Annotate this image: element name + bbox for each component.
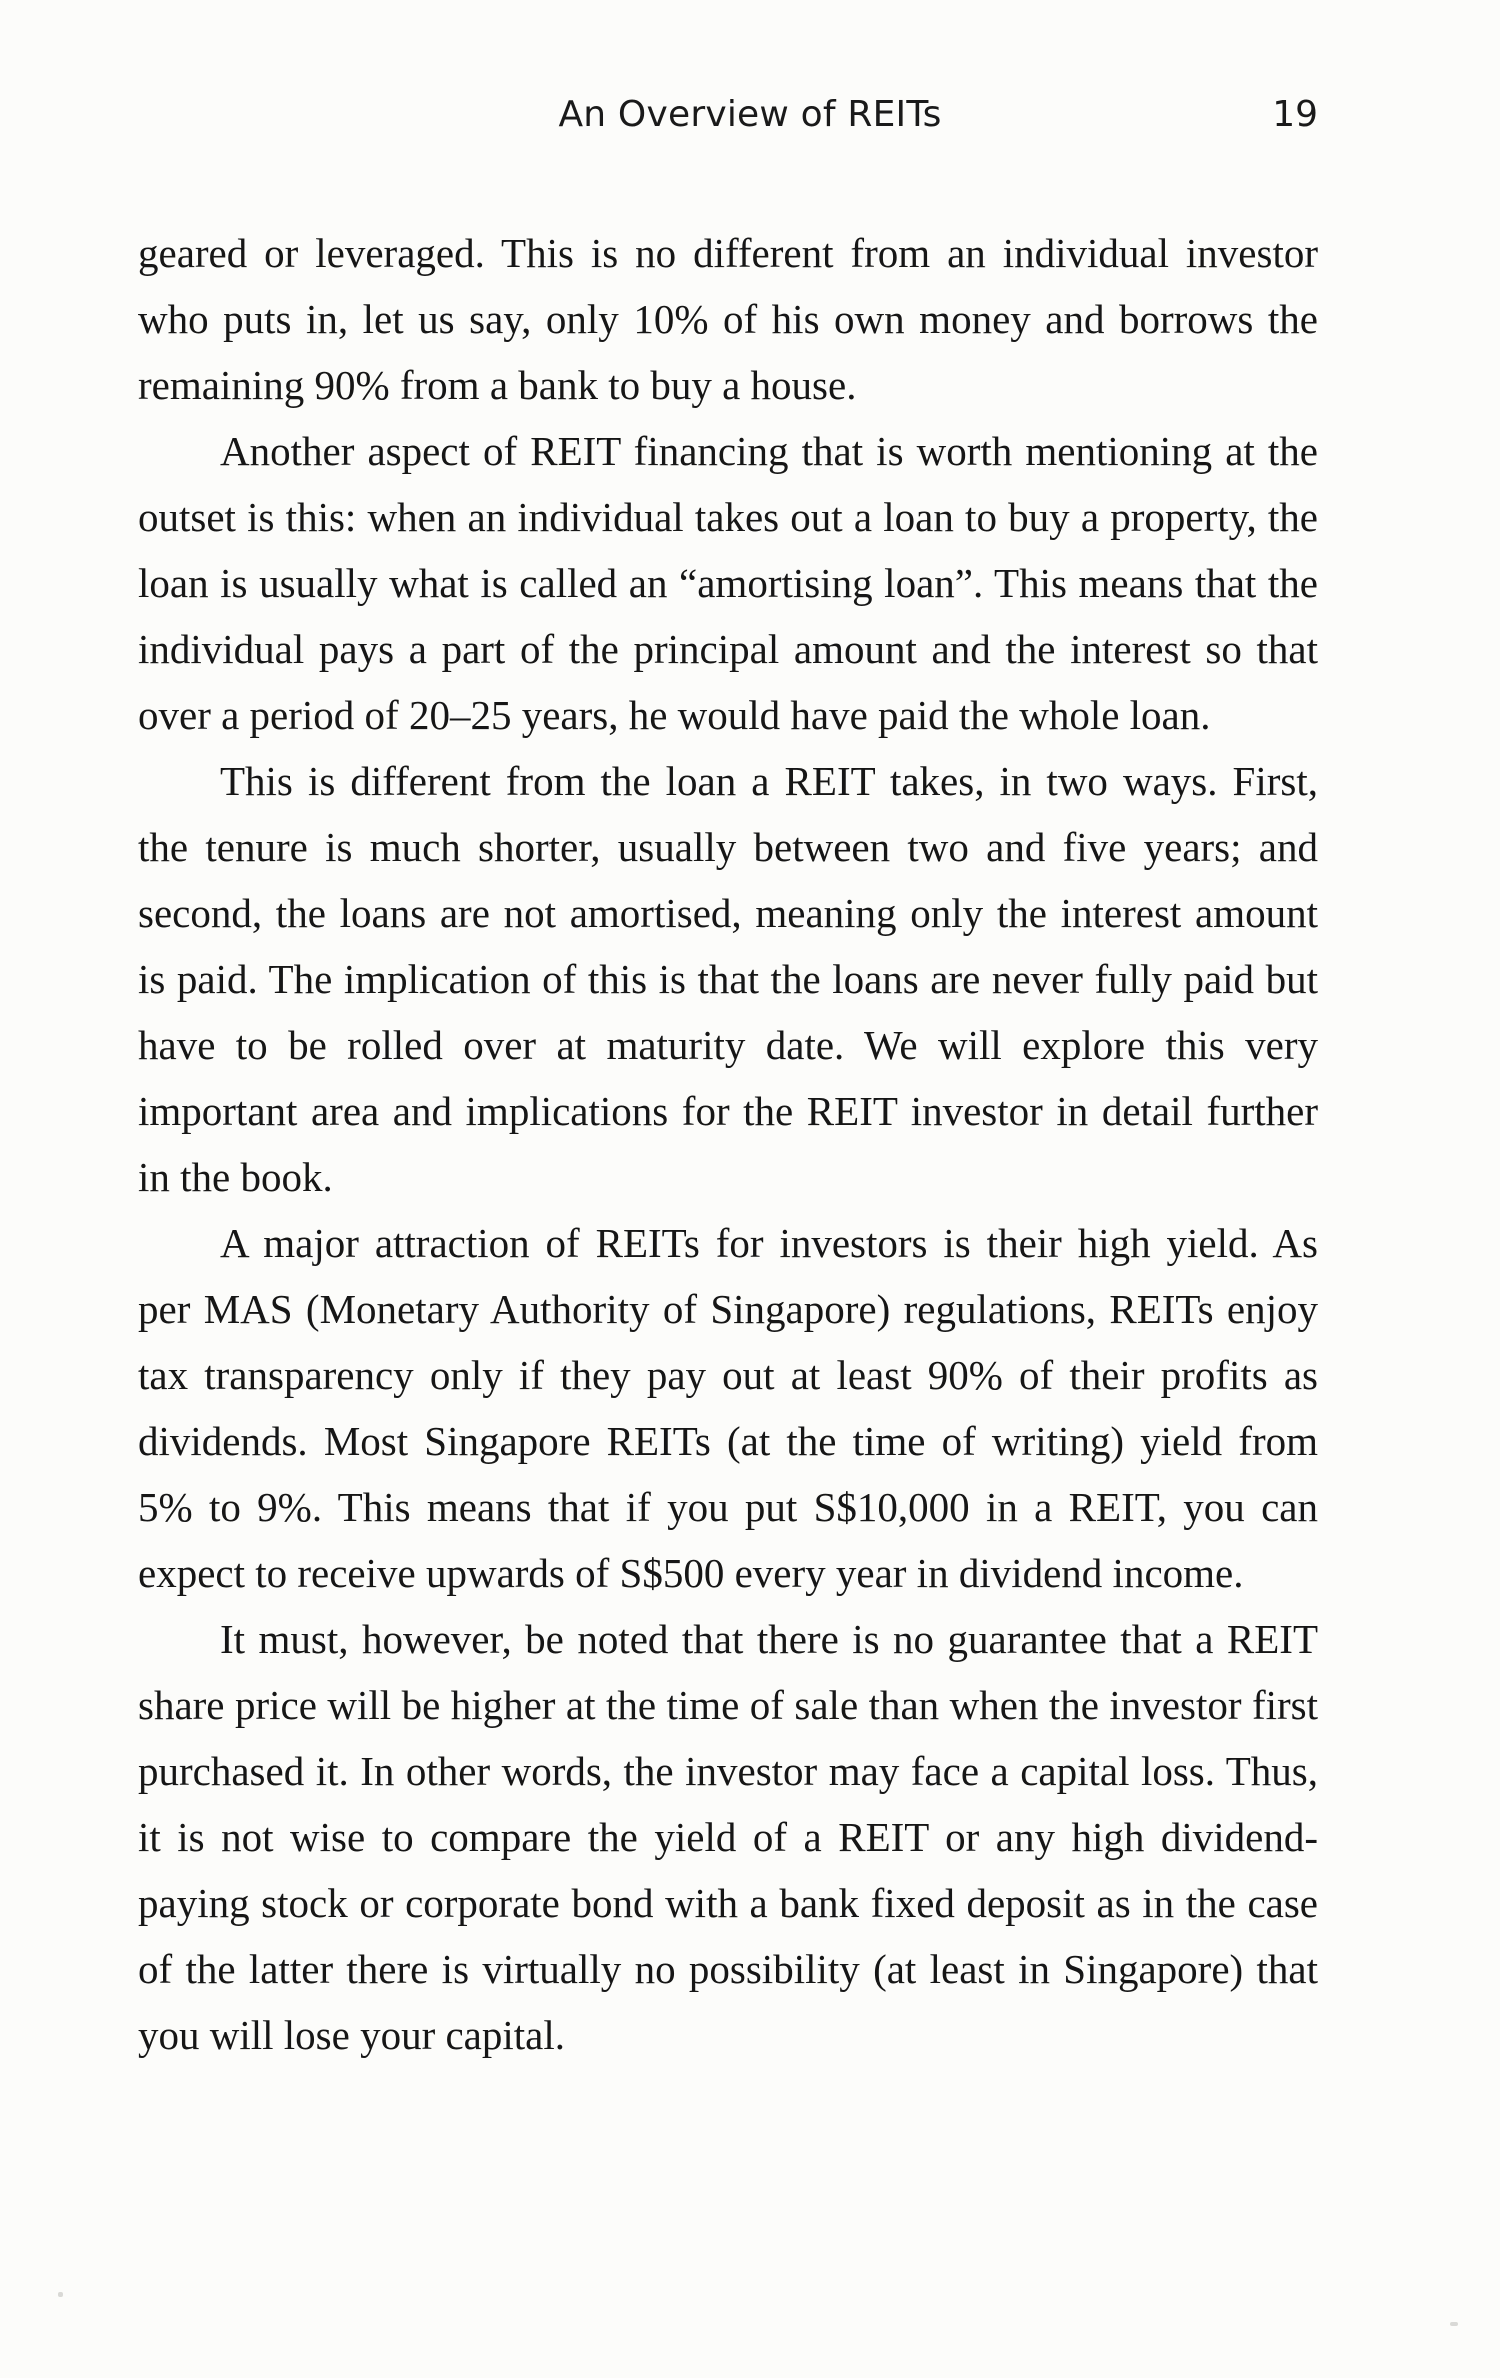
paragraph-2: Another aspect of REIT financing that is worth mentioning at the outset is this: when an individual takes out a loan to buy a property, the loan is usually what is called an “amortising loan”. This means that the individual pays a part of the principal amount and the interest so that over a period of 20–25 years, he would have paid the whole loan. — [138, 428, 1318, 738]
paragraph-4: A major attraction of REITs for investors is their high yield. As per MAS (Monetary Authority of Singapore) regulations, REITs enjoy tax transparency only if they pay out at least 90% of their profits as dividends. Most Singapore REITs (at the time of writing) yield from 5% to 9%. This means that if you put S$10,000 in a REIT, you can expect to receive upwards of S$500 every year in dividend income. — [138, 1220, 1318, 1596]
paragraph-1: geared or leveraged. This is no different from an individual investor who puts in, let us say, only 10% of his own money and borrows the remaining 90% from a bank to buy a house. — [138, 230, 1318, 408]
scan-speck — [58, 2292, 63, 2297]
paragraph-3: This is different from the loan a REIT takes, in two ways. First, the tenure is much shorter, usually between two and five years; and second, the loans are not amortised, meaning only the interest amount is paid. The implication of this is that the loans are never fully paid but have to be rolled over at maturity date. We will explore this very important area and implications for the REIT investor in detail further in the book. — [138, 758, 1318, 1200]
page-number: 19 — [1272, 94, 1318, 135]
running-title: An Overview of REITs — [558, 94, 942, 135]
running-header — [0, 94, 1500, 154]
scan-speck — [1450, 2322, 1458, 2326]
paragraph-5: It must, however, be noted that there is no guarantee that a REIT share price will be higher at the time of sale than when the investor first purchased it. In other words, the investor may face a capital loss. Thus, it is not wise to compare the yield of a REIT or any high dividend-paying stock or corporate bond with a bank fixed deposit as in the case of the latter there is virtually no possibility (at least in Singapore) that you will lose your capital. — [138, 1616, 1318, 2058]
body-text — [138, 220, 1318, 2068]
